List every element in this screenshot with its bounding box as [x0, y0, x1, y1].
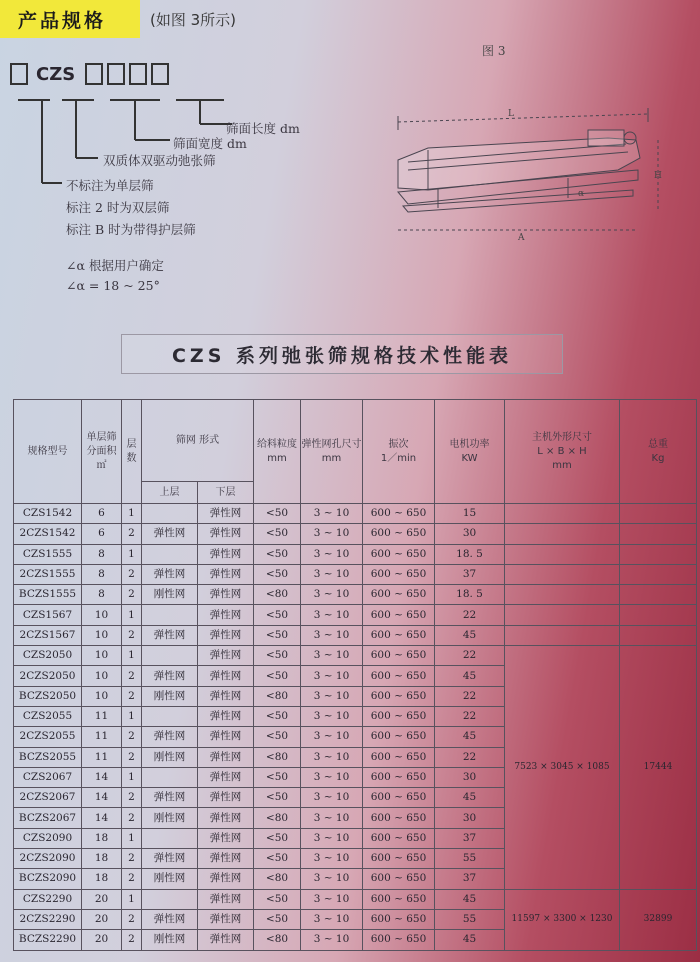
cell-aperture: 3 ~ 10: [301, 828, 363, 848]
cell-model: 2CZS2050: [14, 666, 82, 686]
col-weight-unit: Kg: [651, 452, 665, 464]
cell-lower: 弹性网: [198, 585, 254, 605]
cell-dims: [505, 524, 620, 544]
cell-freq: 600 ~ 650: [363, 544, 435, 564]
cell-layers: 2: [122, 727, 142, 747]
cell-aperture: 3 ~ 10: [301, 524, 363, 544]
cell-dims: [505, 504, 620, 524]
cell-upper: 刚性网: [142, 808, 198, 828]
cell-lower: 弹性网: [198, 544, 254, 564]
cell-lower: 弹性网: [198, 727, 254, 747]
cell-layers: 1: [122, 706, 142, 726]
col-layers: 层数: [122, 400, 142, 504]
cell-area: 20: [82, 889, 122, 909]
cell-model: BCZS2050: [14, 686, 82, 706]
cell-area: 18: [82, 869, 122, 889]
legend-width: 筛面宽度 dm: [173, 136, 247, 151]
table-row: [14, 585, 697, 605]
legend-deckB: 标注 B 时为带得护层筛: [66, 222, 196, 237]
cell-model: 2CZS1542: [14, 524, 82, 544]
cell-upper: 弹性网: [142, 727, 198, 747]
cell-aperture: 3 ~ 10: [301, 666, 363, 686]
model-code: CZS: [36, 63, 76, 85]
cell-feed: <50: [254, 646, 301, 666]
table-title: CZS 系列弛张筛规格技术性能表: [121, 334, 563, 374]
cell-upper: 刚性网: [142, 930, 198, 950]
col-dims-unit: mm: [552, 459, 572, 471]
col-weight: [620, 400, 697, 504]
cell-area: 10: [82, 646, 122, 666]
cell-layers: 2: [122, 585, 142, 605]
cell-aperture: 3 ~ 10: [301, 605, 363, 625]
cell-power: 45: [435, 788, 505, 808]
cell-layers: 2: [122, 930, 142, 950]
cell-area: 20: [82, 930, 122, 950]
cell-freq: 600 ~ 650: [363, 605, 435, 625]
cell-power: 22: [435, 605, 505, 625]
cell-lower: 弹性网: [198, 889, 254, 909]
cell-area: 18: [82, 828, 122, 848]
cell-upper: 弹性网: [142, 909, 198, 929]
cell-aperture: 3 ~ 10: [301, 625, 363, 645]
cell-feed: <80: [254, 808, 301, 828]
cell-area: 8: [82, 544, 122, 564]
cell-lower: 弹性网: [198, 504, 254, 524]
cell-lower: 弹性网: [198, 625, 254, 645]
cell-feed: <80: [254, 585, 301, 605]
cell-feed: <50: [254, 706, 301, 726]
header-note: (如图 3所示): [150, 11, 237, 29]
series-box: [10, 63, 28, 85]
cell-upper: [142, 889, 198, 909]
cell-area: 14: [82, 767, 122, 787]
cell-power: 55: [435, 909, 505, 929]
cell-model: 2CZS2090: [14, 849, 82, 869]
cell-layers: 2: [122, 808, 142, 828]
cell-freq: 600 ~ 650: [363, 686, 435, 706]
cell-freq: 600 ~ 650: [363, 666, 435, 686]
cell-power: 30: [435, 524, 505, 544]
legend-angle1: ∠α 根据用户确定: [66, 258, 164, 273]
cell-upper: 弹性网: [142, 625, 198, 645]
dim-label-H: H: [654, 171, 662, 181]
cell-layers: 2: [122, 686, 142, 706]
cell-model: BCZS1555: [14, 585, 82, 605]
cell-power: 37: [435, 564, 505, 584]
cell-model: 2CZS1567: [14, 625, 82, 645]
cell-model: CZS2050: [14, 646, 82, 666]
cell-power: 18. 5: [435, 585, 505, 605]
cell-layers: 2: [122, 625, 142, 645]
cell-upper: [142, 544, 198, 564]
cell-area: 11: [82, 706, 122, 726]
col-power-label: 电机功率: [449, 438, 490, 450]
col-dims-formula: L × B × H: [537, 445, 587, 457]
cell-feed: <50: [254, 524, 301, 544]
cell-power: 30: [435, 767, 505, 787]
cell-upper: [142, 605, 198, 625]
cell-weight: [620, 585, 697, 605]
cell-dims: 7523 × 3045 × 1085: [505, 646, 620, 890]
cell-lower: 弹性网: [198, 849, 254, 869]
cell-area: 10: [82, 625, 122, 645]
cell-aperture: 3 ~ 10: [301, 544, 363, 564]
cell-dims: [505, 544, 620, 564]
cell-lower: 弹性网: [198, 788, 254, 808]
table-row: [14, 564, 697, 584]
cell-model: CZS2067: [14, 767, 82, 787]
cell-upper: 刚性网: [142, 686, 198, 706]
cell-upper: [142, 706, 198, 726]
cell-area: 6: [82, 504, 122, 524]
screen-machine-drawing: [368, 100, 668, 250]
cell-power: 45: [435, 889, 505, 909]
cell-aperture: 3 ~ 10: [301, 869, 363, 889]
legend-length: 筛面长度 dm: [226, 121, 300, 136]
cell-power: 22: [435, 747, 505, 767]
cell-freq: 600 ~ 650: [363, 869, 435, 889]
cell-model: BCZS2067: [14, 808, 82, 828]
cell-area: 6: [82, 524, 122, 544]
cell-feed: <50: [254, 666, 301, 686]
cell-model: CZS1542: [14, 504, 82, 524]
cell-power: 22: [435, 686, 505, 706]
cell-layers: 1: [122, 605, 142, 625]
cell-model: 2CZS2067: [14, 788, 82, 808]
dim-label-A: A: [518, 233, 525, 243]
cell-dims: [505, 564, 620, 584]
width-box-2: [107, 63, 125, 85]
cell-weight: 32899: [620, 889, 697, 950]
table-row: [14, 625, 697, 645]
cell-model: 2CZS2055: [14, 727, 82, 747]
cell-aperture: 3 ~ 10: [301, 788, 363, 808]
cell-lower: 弹性网: [198, 767, 254, 787]
cell-area: 20: [82, 909, 122, 929]
cell-power: 18. 5: [435, 544, 505, 564]
legend-drive: 双质体双驱动弛张筛: [103, 153, 216, 168]
dim-label-L: L: [508, 109, 514, 119]
cell-aperture: 3 ~ 10: [301, 686, 363, 706]
cell-layers: 2: [122, 666, 142, 686]
cell-dims: [505, 585, 620, 605]
col-power-unit: KW: [461, 452, 478, 464]
cell-weight: [620, 564, 697, 584]
cell-layers: 2: [122, 869, 142, 889]
cell-freq: 600 ~ 650: [363, 808, 435, 828]
cell-weight: [620, 504, 697, 524]
cell-lower: 弹性网: [198, 605, 254, 625]
cell-layers: 2: [122, 564, 142, 584]
cell-freq: 600 ~ 650: [363, 828, 435, 848]
cell-upper: 弹性网: [142, 524, 198, 544]
cell-aperture: 3 ~ 10: [301, 504, 363, 524]
cell-lower: 弹性网: [198, 869, 254, 889]
col-power: [435, 400, 505, 504]
col-feed-label: 给料粒度: [257, 438, 297, 450]
cell-freq: 600 ~ 650: [363, 727, 435, 747]
cell-freq: 600 ~ 650: [363, 747, 435, 767]
cell-area: 10: [82, 666, 122, 686]
cell-feed: <50: [254, 767, 301, 787]
cell-lower: 弹性网: [198, 747, 254, 767]
cell-layers: 2: [122, 524, 142, 544]
col-feed: [254, 400, 301, 504]
cell-power: 22: [435, 706, 505, 726]
cell-power: 37: [435, 869, 505, 889]
model-code-pattern: [10, 63, 169, 85]
cell-area: 8: [82, 564, 122, 584]
cell-freq: 600 ~ 650: [363, 706, 435, 726]
col-aperture-label: 弹性网孔尺寸: [301, 438, 362, 450]
legend-deck1: 不标注为单层筛: [66, 178, 154, 193]
cell-weight: [620, 625, 697, 645]
cell-feed: <50: [254, 828, 301, 848]
cell-layers: 1: [122, 828, 142, 848]
legend-deck2: 标注 2 时为双层筛: [66, 200, 170, 215]
cell-layers: 1: [122, 544, 142, 564]
cell-weight: [620, 524, 697, 544]
cell-model: CZS2090: [14, 828, 82, 848]
cell-layers: 1: [122, 889, 142, 909]
cell-feed: <50: [254, 625, 301, 645]
cell-freq: 600 ~ 650: [363, 625, 435, 645]
cell-freq: 600 ~ 650: [363, 646, 435, 666]
cell-feed: <80: [254, 930, 301, 950]
cell-aperture: 3 ~ 10: [301, 646, 363, 666]
cell-lower: 弹性网: [198, 930, 254, 950]
cell-aperture: 3 ~ 10: [301, 727, 363, 747]
cell-area: 11: [82, 727, 122, 747]
col-area: 单层筛分面积㎡: [82, 400, 122, 504]
cell-upper: 弹性网: [142, 788, 198, 808]
cell-power: 15: [435, 504, 505, 524]
cell-aperture: 3 ~ 10: [301, 747, 363, 767]
col-freq-label: 振次: [388, 438, 409, 450]
cell-feed: <50: [254, 504, 301, 524]
cell-model: 2CZS1555: [14, 564, 82, 584]
cell-model: CZS1567: [14, 605, 82, 625]
cell-layers: 2: [122, 747, 142, 767]
cell-layers: 1: [122, 767, 142, 787]
cell-layers: 1: [122, 646, 142, 666]
cell-aperture: 3 ~ 10: [301, 564, 363, 584]
cell-power: 45: [435, 666, 505, 686]
length-box-1: [129, 63, 147, 85]
col-mesh-form: 筛网 形式: [142, 400, 254, 482]
col-dims-label: 主机外形尺寸: [532, 431, 592, 443]
length-box-2: [151, 63, 169, 85]
col-aperture-unit: mm: [321, 452, 342, 464]
cell-layers: 2: [122, 909, 142, 929]
spec-table: [13, 399, 697, 951]
table-row: [14, 504, 697, 524]
cell-feed: <50: [254, 544, 301, 564]
table-row: [14, 524, 697, 544]
cell-freq: 600 ~ 650: [363, 524, 435, 544]
dim-label-alpha: α: [578, 189, 585, 199]
cell-feed: <50: [254, 564, 301, 584]
cell-freq: 600 ~ 650: [363, 889, 435, 909]
cell-upper: 弹性网: [142, 666, 198, 686]
col-dims: [505, 400, 620, 504]
cell-power: 45: [435, 625, 505, 645]
cell-weight: 17444: [620, 646, 697, 890]
cell-lower: 弹性网: [198, 808, 254, 828]
cell-feed: <80: [254, 869, 301, 889]
cell-area: 10: [82, 686, 122, 706]
cell-model: BCZS2290: [14, 930, 82, 950]
cell-area: 8: [82, 585, 122, 605]
cell-model: CZS2055: [14, 706, 82, 726]
col-model: 规格型号: [14, 400, 82, 504]
spec-table-body: [14, 504, 697, 951]
cell-upper: [142, 767, 198, 787]
cell-area: 10: [82, 605, 122, 625]
cell-lower: 弹性网: [198, 646, 254, 666]
col-feed-unit: mm: [267, 452, 287, 464]
cell-layers: 2: [122, 788, 142, 808]
cell-feed: <80: [254, 686, 301, 706]
cell-lower: 弹性网: [198, 909, 254, 929]
cell-freq: 600 ~ 650: [363, 849, 435, 869]
col-freq-unit: 1／min: [380, 452, 417, 464]
cell-upper: [142, 646, 198, 666]
col-upper: 上层: [142, 482, 198, 504]
cell-freq: 600 ~ 650: [363, 504, 435, 524]
cell-upper: 弹性网: [142, 564, 198, 584]
cell-upper: [142, 828, 198, 848]
cell-freq: 600 ~ 650: [363, 767, 435, 787]
cell-weight: [620, 605, 697, 625]
cell-aperture: 3 ~ 10: [301, 706, 363, 726]
cell-power: 22: [435, 646, 505, 666]
cell-freq: 600 ~ 650: [363, 564, 435, 584]
cell-power: 37: [435, 828, 505, 848]
cell-lower: 弹性网: [198, 666, 254, 686]
cell-power: 55: [435, 849, 505, 869]
figure-label: 图 3: [482, 44, 506, 58]
cell-lower: 弹性网: [198, 524, 254, 544]
cell-upper: 刚性网: [142, 747, 198, 767]
cell-model: CZS1555: [14, 544, 82, 564]
cell-lower: 弹性网: [198, 828, 254, 848]
cell-freq: 600 ~ 650: [363, 788, 435, 808]
cell-upper: 刚性网: [142, 869, 198, 889]
cell-freq: 600 ~ 650: [363, 585, 435, 605]
cell-aperture: 3 ~ 10: [301, 849, 363, 869]
cell-power: 30: [435, 808, 505, 828]
header-tab: 产品规格: [0, 0, 140, 38]
table-row: [14, 889, 697, 909]
cell-layers: 1: [122, 504, 142, 524]
cell-dims: [505, 605, 620, 625]
cell-lower: 弹性网: [198, 706, 254, 726]
cell-upper: 弹性网: [142, 849, 198, 869]
cell-feed: <80: [254, 747, 301, 767]
col-aperture: [301, 400, 363, 504]
cell-area: 14: [82, 788, 122, 808]
cell-model: BCZS2055: [14, 747, 82, 767]
cell-upper: [142, 504, 198, 524]
cell-freq: 600 ~ 650: [363, 930, 435, 950]
cell-upper: 刚性网: [142, 585, 198, 605]
cell-aperture: 3 ~ 10: [301, 930, 363, 950]
width-box-1: [85, 63, 103, 85]
cell-model: BCZS2090: [14, 869, 82, 889]
cell-dims: [505, 625, 620, 645]
cell-lower: 弹性网: [198, 686, 254, 706]
cell-model: 2CZS2290: [14, 909, 82, 929]
table-row: [14, 544, 697, 564]
cell-aperture: 3 ~ 10: [301, 889, 363, 909]
cell-weight: [620, 544, 697, 564]
cell-freq: 600 ~ 650: [363, 909, 435, 929]
col-freq: [363, 400, 435, 504]
table-row: [14, 646, 697, 666]
col-weight-label: 总重: [648, 438, 668, 450]
cell-aperture: 3 ~ 10: [301, 909, 363, 929]
cell-dims: 11597 × 3300 × 1230: [505, 889, 620, 950]
cell-area: 18: [82, 849, 122, 869]
cell-feed: <50: [254, 889, 301, 909]
cell-feed: <50: [254, 909, 301, 929]
col-lower: 下层: [198, 482, 254, 504]
cell-area: 14: [82, 808, 122, 828]
cell-layers: 2: [122, 849, 142, 869]
cell-area: 11: [82, 747, 122, 767]
cell-feed: <50: [254, 605, 301, 625]
legend-angle2: ∠α = 18 ~ 25°: [66, 278, 160, 293]
cell-model: CZS2290: [14, 889, 82, 909]
cell-lower: 弹性网: [198, 564, 254, 584]
cell-aperture: 3 ~ 10: [301, 585, 363, 605]
cell-feed: <50: [254, 849, 301, 869]
cell-aperture: 3 ~ 10: [301, 808, 363, 828]
cell-feed: <50: [254, 727, 301, 747]
cell-power: 45: [435, 930, 505, 950]
table-row: [14, 605, 697, 625]
cell-aperture: 3 ~ 10: [301, 767, 363, 787]
cell-power: 45: [435, 727, 505, 747]
cell-feed: <50: [254, 788, 301, 808]
